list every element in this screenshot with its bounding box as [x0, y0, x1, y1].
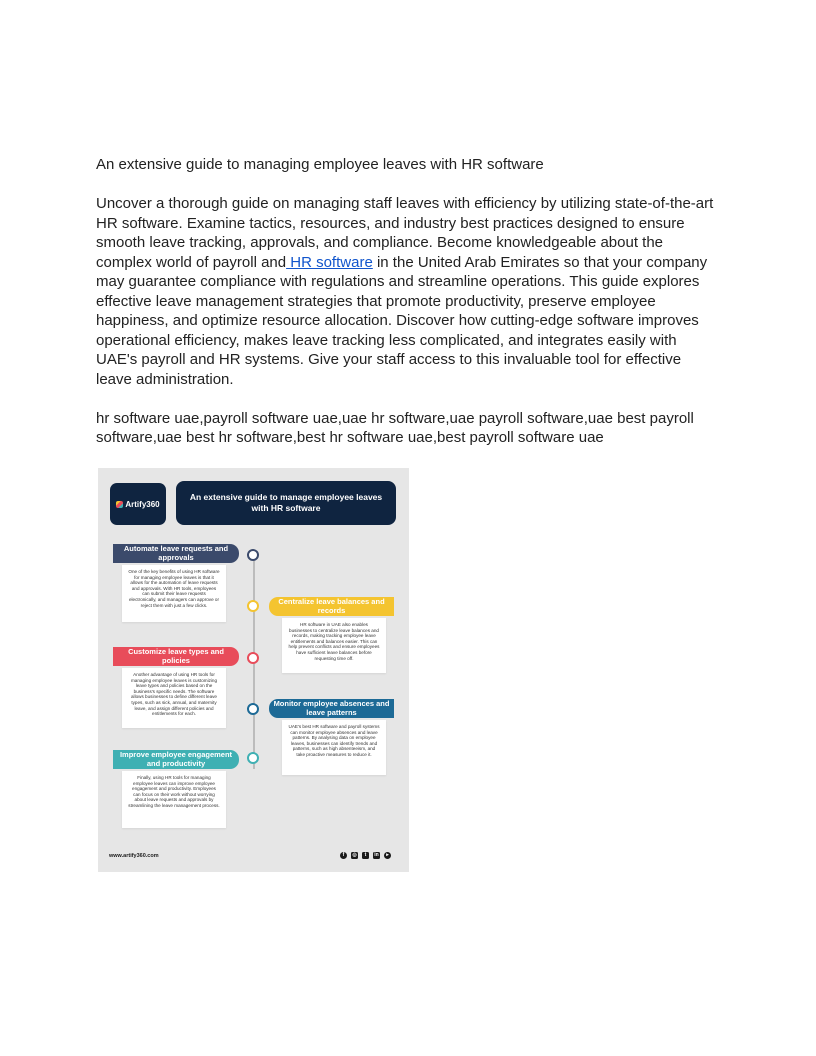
hr-software-link[interactable]: HR software [286, 253, 373, 271]
section-title-monitor: Monitor employee absences and leave patterns [269, 699, 394, 718]
timeline-dot [247, 752, 259, 764]
timeline-dot [247, 600, 259, 612]
section-card-monitor: UAE's best HR software and payroll systems can monitor employee absences and leave patterns. By analysing data on employee leaves, businesses can identify trends and patterns, such as high absenteeism, and take proactive measures to reduce it. [282, 720, 386, 775]
paragraph-text-start: Uncover a thorough guide on managing staff leaves with efficiency by utilizing state-of-the-art HR software. Examine tactics, resources, and industry best practices designed to ensure smooth leave tracking, approvals, and compliance. Become knowledgeable about the complex world of payroll and [96, 195, 714, 271]
section-card-improve: Finally, using HR tools for managing employee leaves can improve employee engagement and productivity. Employees can focus on their work without worrying about leave requests and approvals by streamlining the leave management process. [122, 771, 226, 828]
artify360-logo [110, 483, 166, 525]
facebook-icon: f [340, 852, 347, 859]
footer-url: www.artify360.com [109, 853, 159, 859]
youtube-icon: ▸ [384, 852, 391, 859]
linkedin-icon: in [374, 852, 379, 858]
infographic-image [98, 468, 409, 872]
timeline-dot [247, 703, 259, 715]
paragraph-text-end: in the United Arab Emirates so that your company may guarantee compliance with regulations and streamline operations. This guide explores effective leave management strategies that promote productivity, preserve employee happiness, and optimize resource allocation. Discover how cutting-edge software improves operational efficiency, makes leave tracking less complicated, and integrates easily with UAE's payroll and HR systems. Give your staff access to this invaluable tool for effective leave administration. [96, 253, 708, 388]
document-title: An extensive guide to managing employee leaves with HR software [96, 156, 544, 173]
instagram-icon: ◎ [352, 852, 357, 858]
document-body [96, 155, 720, 448]
section-card-automate: One of the key benefits of using HR software for managing employee leaves is that it allows for the automation of leave requests and approvals. With HR tools, employees can submit their leave requests electronically, and managers can approve or reject them with just a few clicks. [122, 565, 226, 622]
infographic-header: An extensive guide to manage employee leaves with HR software [176, 481, 396, 525]
section-title-improve: Improve employee engagement and productivity [113, 750, 239, 769]
keywords-paragraph: hr software uae,payroll software uae,uae hr software,uae payroll software,uae best payroll software,uae best hr software,best hr software uae,best payroll software uae [96, 409, 694, 446]
section-title-centralize: Centralize leave balances and records [269, 597, 394, 616]
logo-mark-icon [116, 501, 123, 508]
logo-text: Artify360 [125, 499, 160, 509]
timeline-dot [247, 652, 259, 664]
section-card-centralize: HR software in UAE also enables businesses to centralize leave balances and records, making tracking employee leave entitlements and balances easier. This can help prevent conflicts and ensure employees have sufficient leave balances before requesting time off. [282, 618, 386, 673]
section-title-automate: Automate leave requests and approvals [113, 544, 239, 563]
document-paragraph [96, 194, 720, 389]
section-title-customize: Customize leave types and policies [113, 647, 239, 666]
twitter-icon: t [362, 852, 369, 859]
social-icons [340, 852, 391, 859]
section-card-customize: Another advantage of using HR tools for managing employee leaves is customizing leave types and policies based on the business's specific needs. The software allows businesses to define different leave types, such as sick, annual, and maternity leave, and assign different policies and entitlements for each. [122, 668, 226, 728]
timeline-dot [247, 549, 259, 561]
